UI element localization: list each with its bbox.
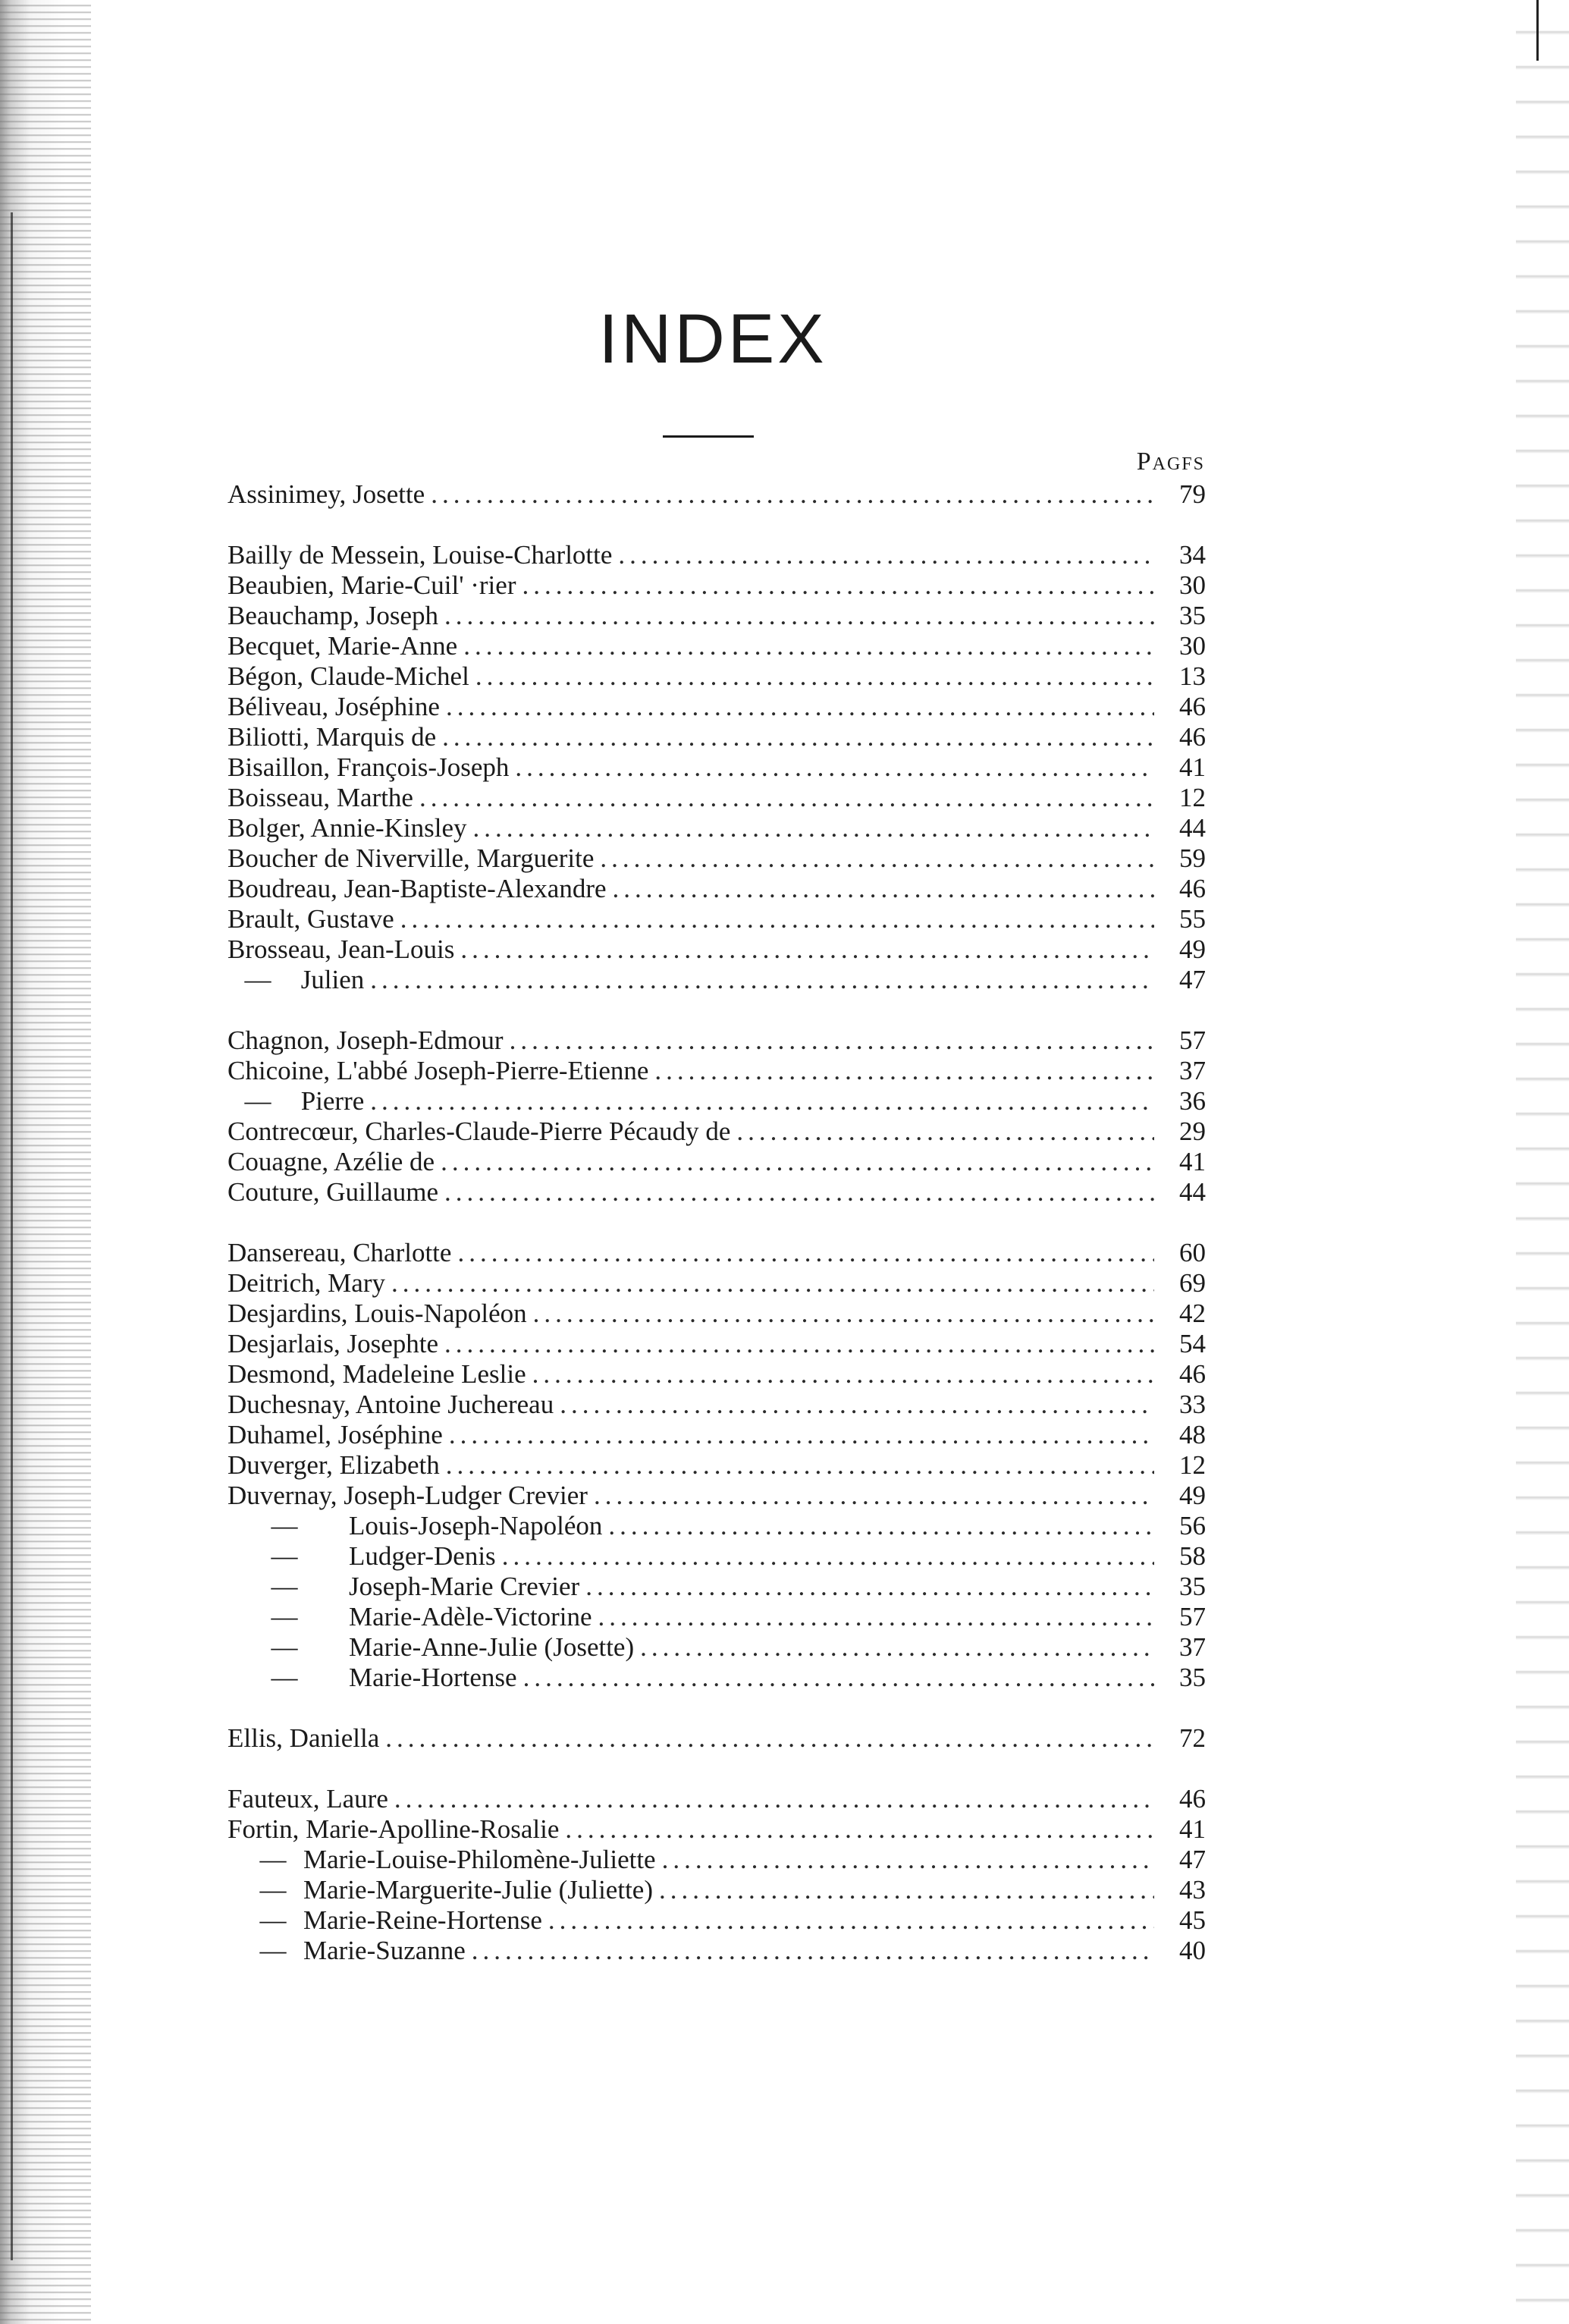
dot-leader xyxy=(594,1481,1154,1511)
entry-page-number: 43 xyxy=(1179,1875,1206,1905)
entry-page-number: 12 xyxy=(1179,1450,1206,1480)
entry-page-number: 36 xyxy=(1179,1086,1206,1116)
entry-page-number: 57 xyxy=(1179,1025,1206,1055)
dot-leader xyxy=(370,965,1154,995)
dot-leader xyxy=(446,692,1154,722)
index-entry xyxy=(228,692,1206,722)
dot-leader xyxy=(442,722,1154,752)
scan-right-edge xyxy=(1516,0,1569,2324)
dot-leader xyxy=(449,1420,1154,1450)
dot-leader xyxy=(475,661,1154,692)
dot-leader xyxy=(394,1784,1154,1814)
index-entry xyxy=(228,661,1206,692)
index-entry xyxy=(228,1390,1206,1420)
index-entry xyxy=(228,1329,1206,1359)
ditto-dash: — xyxy=(271,1602,298,1632)
entry-page-number: 41 xyxy=(1179,1147,1206,1176)
ditto-dash: — xyxy=(259,1845,287,1874)
index-group xyxy=(228,1238,1206,1693)
entry-page-number: 41 xyxy=(1179,1814,1206,1844)
dot-leader xyxy=(457,1238,1154,1268)
index-entry xyxy=(228,934,1206,965)
index-entry xyxy=(228,1450,1206,1481)
index-entry xyxy=(228,752,1206,783)
page-title: INDEX xyxy=(598,300,827,378)
entry-name: Chagnon, Joseph-Edmour xyxy=(228,1025,504,1055)
scan-left-binding-line xyxy=(11,212,13,2260)
index-entry xyxy=(228,1177,1206,1208)
index-entry xyxy=(228,1875,1206,1905)
entry-name: Desjardins, Louis-Napoléon xyxy=(228,1299,527,1328)
entry-page-number: 44 xyxy=(1179,813,1206,843)
entry-name: Assinimey, Josette xyxy=(228,479,425,509)
index-entry xyxy=(228,1086,1206,1116)
ditto-dash: — xyxy=(271,1572,298,1601)
dot-leader xyxy=(613,874,1154,904)
ditto-dash: — xyxy=(244,1086,271,1116)
index-entry xyxy=(228,1814,1206,1845)
dot-leader xyxy=(444,1329,1154,1359)
pages-column-label: Pagfs xyxy=(1136,448,1205,476)
entry-name: Desjarlais, Josephte xyxy=(228,1329,438,1358)
entry-page-number: 42 xyxy=(1179,1299,1206,1328)
entry-name: Béliveau, Joséphine xyxy=(228,692,440,721)
entry-name: Pierre xyxy=(300,1086,365,1116)
entry-name: Becquet, Marie-Anne xyxy=(228,631,458,661)
index-entry xyxy=(228,1116,1206,1147)
entry-name: Marie-Adèle-Victorine xyxy=(349,1602,592,1632)
index-entry xyxy=(228,843,1206,874)
entry-name: Dansereau, Charlotte xyxy=(228,1238,452,1267)
entry-name: Brault, Gustave xyxy=(228,904,394,934)
index-entry xyxy=(228,1663,1206,1693)
entry-name: Marie-Reine-Hortense xyxy=(303,1905,542,1935)
index-entry xyxy=(228,479,1206,510)
dot-leader xyxy=(654,1056,1154,1086)
index-group xyxy=(228,479,1206,510)
dot-leader xyxy=(736,1116,1154,1147)
index-entry xyxy=(228,1602,1206,1632)
index-entry xyxy=(228,1936,1206,1966)
entry-name: Fauteux, Laure xyxy=(228,1784,388,1814)
entry-page-number: 55 xyxy=(1179,904,1206,934)
entry-page-number: 30 xyxy=(1179,570,1206,600)
entry-page-number: 49 xyxy=(1179,934,1206,964)
ditto-dash: — xyxy=(271,1632,298,1662)
dot-leader xyxy=(662,1845,1154,1875)
entry-name: Julien xyxy=(300,965,365,994)
index-entry xyxy=(228,1147,1206,1177)
entry-name: Bolger, Annie-Kinsley xyxy=(228,813,467,843)
dot-leader xyxy=(560,1390,1154,1420)
entry-page-number: 33 xyxy=(1179,1390,1206,1419)
entry-page-number: 35 xyxy=(1179,1663,1206,1692)
index-entry xyxy=(228,540,1206,570)
dot-leader xyxy=(608,1511,1154,1541)
index-entry xyxy=(228,722,1206,752)
index-entry xyxy=(228,631,1206,661)
index-entry xyxy=(228,783,1206,813)
dot-leader xyxy=(444,601,1154,631)
entry-page-number: 41 xyxy=(1179,752,1206,782)
entry-name: Beaubien, Marie-Cuil' ·rier xyxy=(228,570,516,600)
entry-page-number: 30 xyxy=(1179,631,1206,661)
entry-page-number: 46 xyxy=(1179,722,1206,752)
entry-page-number: 35 xyxy=(1179,1572,1206,1601)
entry-name: Duvernay, Joseph-Ludger Crevier xyxy=(228,1481,588,1510)
index-entry xyxy=(228,1572,1206,1602)
entry-page-number: 72 xyxy=(1179,1723,1206,1753)
index-entry xyxy=(228,1359,1206,1390)
entry-page-number: 54 xyxy=(1179,1329,1206,1358)
entry-name: Ludger-Denis xyxy=(349,1541,496,1571)
ditto-dash: — xyxy=(244,965,271,994)
index-entry xyxy=(228,965,1206,995)
entry-page-number: 37 xyxy=(1179,1056,1206,1085)
index-list xyxy=(228,479,1206,1996)
entry-page-number: 58 xyxy=(1179,1541,1206,1571)
entry-name: Boucher de Niverville, Marguerite xyxy=(228,843,595,873)
index-entry xyxy=(228,1025,1206,1056)
dot-leader xyxy=(523,1663,1154,1693)
dot-leader xyxy=(446,1450,1154,1481)
dot-leader xyxy=(548,1905,1154,1936)
entry-name: Bailly de Messein, Louise-Charlotte xyxy=(228,540,613,570)
dot-leader xyxy=(391,1268,1154,1299)
entry-page-number: 29 xyxy=(1179,1116,1206,1146)
index-entry xyxy=(228,813,1206,843)
entry-name: Marie-Hortense xyxy=(349,1663,517,1692)
entry-name: Marie-Suzanne xyxy=(303,1936,466,1965)
entry-name: Brosseau, Jean-Louis xyxy=(228,934,455,964)
entry-name: Louis-Joseph-Napoléon xyxy=(349,1511,603,1540)
entry-page-number: 44 xyxy=(1179,1177,1206,1207)
dot-leader xyxy=(600,843,1154,874)
index-entry xyxy=(228,1511,1206,1541)
entry-name: Couagne, Azélie de xyxy=(228,1147,435,1176)
ditto-dash: — xyxy=(259,1905,287,1935)
dot-leader xyxy=(431,479,1154,510)
index-entry xyxy=(228,1420,1206,1450)
index-group xyxy=(228,1723,1206,1754)
index-entry xyxy=(228,874,1206,904)
dot-leader xyxy=(502,1541,1154,1572)
entry-name: Chicoine, L'abbé Joseph-Pierre-Etienne xyxy=(228,1056,649,1085)
index-entry xyxy=(228,1299,1206,1329)
index-entry xyxy=(228,1481,1206,1511)
entry-name: Deitrich, Mary xyxy=(228,1268,385,1298)
dot-leader xyxy=(598,1602,1154,1632)
index-entry xyxy=(228,1905,1206,1936)
index-entry xyxy=(228,1632,1206,1663)
title-rule xyxy=(663,435,754,438)
dot-leader xyxy=(522,570,1154,601)
entry-name: Marie-Louise-Philomène-Juliette xyxy=(303,1845,656,1874)
entry-page-number: 60 xyxy=(1179,1238,1206,1267)
entry-page-number: 12 xyxy=(1179,783,1206,812)
entry-page-number: 45 xyxy=(1179,1905,1206,1935)
entry-page-number: 13 xyxy=(1179,661,1206,691)
index-entry xyxy=(228,1723,1206,1754)
entry-name: Couture, Guillaume xyxy=(228,1177,439,1207)
dot-leader xyxy=(385,1723,1154,1754)
dot-leader xyxy=(473,813,1155,843)
entry-name: Boudreau, Jean-Baptiste-Alexandre xyxy=(228,874,607,903)
entry-page-number: 46 xyxy=(1179,692,1206,721)
index-entry xyxy=(228,1541,1206,1572)
ditto-dash: — xyxy=(271,1663,298,1692)
entry-page-number: 35 xyxy=(1179,601,1206,630)
dot-leader xyxy=(515,752,1154,783)
entry-name: Biliotti, Marquis de xyxy=(228,722,437,752)
index-group xyxy=(228,540,1206,995)
entry-page-number: 47 xyxy=(1179,965,1206,994)
index-group xyxy=(228,1025,1206,1208)
entry-name: Duchesnay, Antoine Juchereau xyxy=(228,1390,554,1419)
entry-page-number: 47 xyxy=(1179,1845,1206,1874)
index-entry xyxy=(228,1784,1206,1814)
entry-name: Joseph-Marie Crevier xyxy=(349,1572,580,1601)
scan-right-mark xyxy=(1536,0,1539,61)
entry-page-number: 46 xyxy=(1179,1359,1206,1389)
dot-leader xyxy=(510,1025,1154,1056)
entry-page-number: 49 xyxy=(1179,1481,1206,1510)
dot-leader xyxy=(565,1814,1154,1845)
dot-leader xyxy=(659,1875,1154,1905)
entry-name: Duverger, Elizabeth xyxy=(228,1450,440,1480)
dot-leader xyxy=(463,631,1154,661)
entry-page-number: 59 xyxy=(1179,843,1206,873)
index-entry xyxy=(228,570,1206,601)
dot-leader xyxy=(400,904,1154,934)
index-entry xyxy=(228,904,1206,934)
dot-leader xyxy=(532,1359,1154,1390)
entry-page-number: 46 xyxy=(1179,1784,1206,1814)
dot-leader xyxy=(618,540,1154,570)
entry-page-number: 57 xyxy=(1179,1602,1206,1632)
entry-name: Desmond, Madeleine Leslie xyxy=(228,1359,526,1389)
ditto-dash: — xyxy=(259,1875,287,1905)
entry-page-number: 56 xyxy=(1179,1511,1206,1540)
dot-leader xyxy=(441,1147,1154,1177)
entry-name: Fortin, Marie-Apolline-Rosalie xyxy=(228,1814,560,1844)
entry-page-number: 46 xyxy=(1179,874,1206,903)
dot-leader xyxy=(533,1299,1154,1329)
entry-page-number: 69 xyxy=(1179,1268,1206,1298)
index-entry xyxy=(228,1056,1206,1086)
ditto-dash: — xyxy=(271,1511,298,1540)
entry-page-number: 48 xyxy=(1179,1420,1206,1449)
entry-name: Beauchamp, Joseph xyxy=(228,601,438,630)
entry-name: Bégon, Claude-Michel xyxy=(228,661,469,691)
dot-leader xyxy=(472,1936,1154,1966)
dot-leader xyxy=(370,1086,1154,1116)
dot-leader xyxy=(460,934,1154,965)
entry-name: Boisseau, Marthe xyxy=(228,783,413,812)
entry-page-number: 34 xyxy=(1179,540,1206,570)
ditto-dash: — xyxy=(259,1936,287,1965)
dot-leader xyxy=(585,1572,1154,1602)
dot-leader xyxy=(640,1632,1154,1663)
entry-name: Duhamel, Joséphine xyxy=(228,1420,443,1449)
entry-name: Contrecœur, Charles-Claude-Pierre Pécaudy de xyxy=(228,1116,731,1146)
entry-name: Marie-Anne-Julie (Josette) xyxy=(349,1632,635,1662)
index-entry xyxy=(228,601,1206,631)
entry-name: Ellis, Daniella xyxy=(228,1723,380,1753)
entry-name: Bisaillon, François-Joseph xyxy=(228,752,510,782)
index-entry xyxy=(228,1268,1206,1299)
entry-page-number: 37 xyxy=(1179,1632,1206,1662)
entry-name: Marie-Marguerite-Julie (Juliette) xyxy=(303,1875,653,1905)
entry-page-number: 40 xyxy=(1179,1936,1206,1965)
index-entry xyxy=(228,1845,1206,1875)
ditto-dash: — xyxy=(271,1541,298,1571)
entry-page-number: 79 xyxy=(1179,479,1206,509)
index-group xyxy=(228,1784,1206,1966)
dot-leader xyxy=(419,783,1154,813)
dot-leader xyxy=(444,1177,1154,1208)
index-entry xyxy=(228,1238,1206,1268)
